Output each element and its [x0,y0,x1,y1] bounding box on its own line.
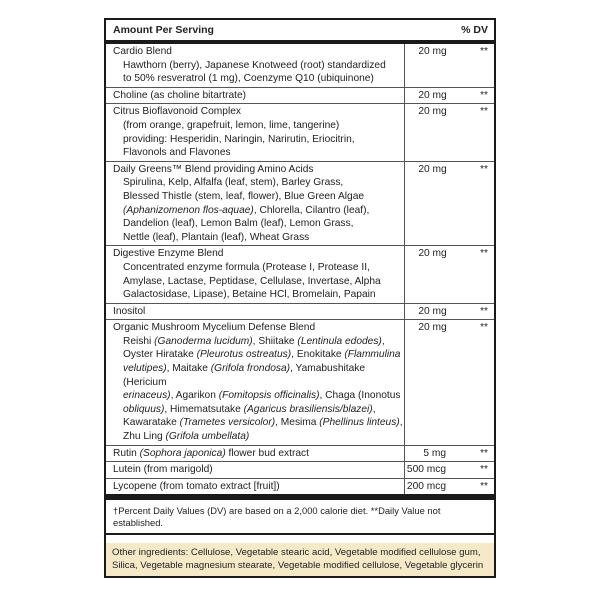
ingredient-detail [113,348,404,362]
ingredient-detail: Flavonols and Flavones [123,147,231,159]
ingredient-dv: ** [480,46,488,57]
ingredient-dv: ** [480,248,488,260]
table-header [106,20,494,44]
ingredient-detail [113,204,404,218]
ingredient-detail: Nettle (leaf), Plantain (leaf), Wheat Grass [123,231,310,243]
detail-text: flower bud extract [225,447,309,459]
ingredient-dv: ** [480,106,488,118]
latin-name: (Sophora japonica) [139,447,226,459]
detail-text: , Enokitake [291,349,345,361]
detail-text: , Chaga (Inonotus [319,390,401,402]
ingredient-name: Lutein (from marigold) [113,464,213,476]
detail-text: , Agarikon [170,390,219,402]
detail-text: Kawaratake [123,417,180,429]
ingredient-row-lutein [106,462,494,479]
latin-name: (Agaricus brasiliensis/blazei) [243,403,373,415]
ingredient-name: Daily Greens™ Blend providing Amino Acids [113,163,314,175]
detail-text: , Shiitake [252,335,298,347]
latin-name: (Fomitopsis officinalis) [218,390,320,402]
ingredient-amount: 20 mg [404,162,460,246]
detail-text: , Maitake [166,363,211,375]
ingredient-amount: 20 mg [404,104,460,160]
ingredient-detail: Blessed Thistle (stem, leaf, flower), Blue Green Algae [123,190,365,202]
ingredient-detail [113,335,404,349]
ingredient-detail: Concentrated enzyme formula (Protease I, Protease II, [123,261,370,273]
ingredient-name: Inositol [113,305,146,317]
dv-footnote: †Percent Daily Values (DV) are based on a 2,000 calorie diet. **Daily Value not established. [106,500,494,535]
ingredient-detail [113,362,404,389]
ingredient-row-digestive-enzyme [106,246,494,303]
latin-name: (Grifola frondosa) [210,363,291,375]
ingredient-detail: Dandelion (leaf), Lemon Balm (leaf), Lemon Grass, [123,218,354,230]
ingredient-name [106,446,404,462]
latin-name: (Phellinus linteus) [319,417,400,429]
latin-name: (Trametes versicolor) [179,417,276,429]
latin-name: (Grifola umbellata) [165,431,250,443]
latin-name: (Lentinula edodes) [297,335,382,347]
latin-name: obliquus) [123,403,165,415]
ingredient-row-choline [106,88,494,105]
ingredient-amount: 20 mg [404,320,460,444]
ingredient-row-citrus [106,104,494,161]
ingredient-name: Organic Mushroom Mycelium Defense Blend [113,322,316,334]
ingredient-name: Citrus Bioflavonoid Complex [113,106,241,118]
ingredient-name: Lycopene (from tomato extract [fruit]) [113,480,280,492]
ingredient-detail [113,430,404,444]
amount-per-serving-heading: Amount Per Serving [113,24,214,36]
ingredient-name: Choline (as choline bitartrate) [113,89,247,101]
ingredient-detail: providing: Hesperidin, Naringin, Narirutin, Eriocitrin, [123,133,355,145]
ingredient-amount: 200 mcg [404,479,460,495]
detail-text: Zhu Ling [123,431,166,443]
supplement-facts-panel [104,18,496,578]
ingredient-detail: Galactosidase, Lipase), Betaine HCl, Bromelain, Papain [123,289,376,301]
ingredient-dv: ** [480,447,488,459]
detail-text: , Himematsutake [164,403,244,415]
ingredient-amount: 5 mg [404,446,460,462]
other-ingredients: Other ingredients: Cellulose, Vegetable stearic acid, Vegetable modified cellulose gum, Silica, Vegetable magnesium stearate, Vegetable modified cellulose, Vegetable glycerin [104,543,496,578]
ingredient-row-rutin [106,446,494,463]
ingredient-amount: 20 mg [404,246,460,302]
detail-text: Reishi [123,335,155,347]
latin-name: velutipes) [123,363,167,375]
ingredient-detail: (from orange, grapefruit, lemon, lime, tangerine) [123,119,340,131]
latin-name: (Aphanizomenon flos-aquae) [123,204,254,216]
ingredient-dv: ** [480,322,488,334]
ingredient-row-daily-greens [106,162,494,247]
detail-text: , [381,335,385,347]
dv-heading: % DV [461,24,488,36]
ingredient-detail: Hawthorn (berry), Japanese Knotweed (root) standardized [123,59,386,71]
ingredient-detail [113,403,404,417]
ingredient-detail: Amylase, Lactase, Peptidase, Cellulase, Invertase, Alpha [123,275,381,287]
ingredient-name: Digestive Enzyme Blend [113,248,224,260]
ingredient-dv: ** [480,305,488,317]
ingredient-detail [113,416,404,430]
latin-name: (Pleurotus ostreatus) [196,349,292,361]
detail-text: , [372,403,376,415]
latin-name: erinaceus) [123,390,171,402]
ingredient-amount: 20 mg [404,44,460,87]
detail-text: Oyster Hiratake [123,349,197,361]
ingredient-dv: ** [480,464,488,476]
detail-text: , Yamabushitake (Hericium [123,363,366,388]
latin-name: (Flammulina [344,349,401,361]
ingredient-row-cardio-blend [106,44,494,88]
detail-text: , Mesima [275,417,320,429]
ingredient-name: Cardio Blend [113,46,172,57]
detail-text: Rutin [113,447,140,459]
ingredient-row-inositol [106,304,494,321]
ingredient-detail: to 50% resveratrol (1 mg), Coenzyme Q10 (ubiquinone) [123,73,374,85]
ingredient-detail [113,389,404,403]
detail-text: , Chlorella, Cilantro (leaf), [253,204,370,216]
detail-text: , [399,417,403,429]
ingredient-detail: Spirulina, Kelp, Alfalfa (leaf, stem), Barley Grass, [123,177,344,189]
ingredient-dv: ** [480,89,488,101]
latin-name: (Ganoderma lucidum) [154,335,253,347]
ingredient-row-mushroom-blend [106,320,494,445]
ingredient-amount: 500 mcg [404,462,460,478]
ingredient-amount: 20 mg [404,304,460,320]
ingredient-row-lycopene [106,479,494,495]
ingredient-dv: ** [480,480,488,492]
ingredient-dv: ** [480,163,488,175]
ingredient-amount: 20 mg [404,88,460,104]
